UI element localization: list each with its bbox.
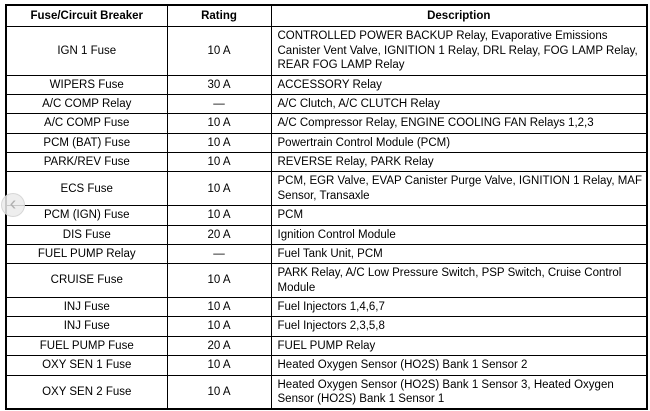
description-cell: PCM, EGR Valve, EVAP Canister Purge Valve, IGNITION 1 Relay, MAF Sensor, Transaxle: [271, 172, 647, 206]
rating-cell: 20 A: [167, 336, 271, 355]
description-cell: A/C Clutch, A/C CLUTCH Relay: [271, 94, 647, 113]
rating-cell: 10 A: [167, 356, 271, 375]
table-row: [6, 114, 647, 133]
table-row: [6, 133, 647, 152]
rating-cell: 10 A: [167, 317, 271, 336]
header-rating: Rating: [167, 5, 271, 27]
description-cell: Fuel Injectors 2,3,5,8: [271, 317, 647, 336]
fuse-cell: ECS Fuse: [6, 172, 167, 206]
table-row: [6, 94, 647, 113]
rating-cell: —: [167, 94, 271, 113]
table-row: [6, 298, 647, 317]
previous-page-button[interactable]: [1, 193, 25, 217]
fuse-cell: A/C COMP Fuse: [6, 114, 167, 133]
rating-cell: 30 A: [167, 75, 271, 94]
rating-cell: 10 A: [167, 298, 271, 317]
description-cell: PCM: [271, 206, 647, 225]
header-row: [6, 5, 647, 27]
description-cell: Fuel Injectors 1,4,6,7: [271, 298, 647, 317]
fuse-cell: DIS Fuse: [6, 225, 167, 244]
table-row: [6, 264, 647, 298]
fuse-cell: WIPERS Fuse: [6, 75, 167, 94]
fuse-table: [5, 4, 648, 410]
rating-cell: —: [167, 244, 271, 263]
fuse-cell: CRUISE Fuse: [6, 264, 167, 298]
description-cell: A/C Compressor Relay, ENGINE COOLING FAN Relays 1,2,3: [271, 114, 647, 133]
description-cell: ACCESSORY Relay: [271, 75, 647, 94]
table-row: [6, 336, 647, 355]
header-fuse-circuit-breaker: Fuse/Circuit Breaker: [6, 5, 167, 27]
description-cell: CONTROLLED POWER BACKUP Relay, Evaporative Emissions Canister Vent Valve, IGNITION 1 Relay, DRL Relay, FOG LAMP Relay, REAR FOG LAMP Relay: [271, 27, 647, 75]
description-cell: Powertrain Control Module (PCM): [271, 133, 647, 152]
fuse-cell: INJ Fuse: [6, 317, 167, 336]
table-row: [6, 75, 647, 94]
rating-cell: 10 A: [167, 27, 271, 75]
rating-cell: 10 A: [167, 172, 271, 206]
table-row: [6, 317, 647, 336]
fuse-cell: FUEL PUMP Fuse: [6, 336, 167, 355]
rating-cell: 10 A: [167, 264, 271, 298]
description-cell: Fuel Tank Unit, PCM: [271, 244, 647, 263]
table-row: [6, 375, 647, 409]
fuse-cell: PCM (BAT) Fuse: [6, 133, 167, 152]
fuse-cell: PCM (IGN) Fuse: [6, 206, 167, 225]
description-cell: Ignition Control Module: [271, 225, 647, 244]
fuse-cell: IGN 1 Fuse: [6, 27, 167, 75]
description-cell: PARK Relay, A/C Low Pressure Switch, PSP Switch, Cruise Control Module: [271, 264, 647, 298]
fuse-cell: INJ Fuse: [6, 298, 167, 317]
fuse-cell: OXY SEN 1 Fuse: [6, 356, 167, 375]
table-row: [6, 27, 647, 75]
header-description: Description: [271, 5, 647, 27]
table-row: [6, 153, 647, 172]
fuse-cell: FUEL PUMP Relay: [6, 244, 167, 263]
table-row: [6, 356, 647, 375]
rating-cell: 10 A: [167, 206, 271, 225]
description-cell: Heated Oxygen Sensor (HO2S) Bank 1 Sensor 3, Heated Oxygen Sensor (HO2S) Bank 1 Sensor 1: [271, 375, 647, 409]
fuse-table-header: [6, 5, 647, 27]
fuse-cell: OXY SEN 2 Fuse: [6, 375, 167, 409]
fuse-table-body: [6, 27, 647, 409]
table-row: [6, 172, 647, 206]
description-cell: REVERSE Relay, PARK Relay: [271, 153, 647, 172]
chevron-left-icon: ‹: [9, 193, 17, 215]
rating-cell: 20 A: [167, 225, 271, 244]
rating-cell: 10 A: [167, 375, 271, 409]
rating-cell: 10 A: [167, 133, 271, 152]
table-row: [6, 225, 647, 244]
description-cell: FUEL PUMP Relay: [271, 336, 647, 355]
table-row: [6, 206, 647, 225]
table-row: [6, 244, 647, 263]
rating-cell: 10 A: [167, 114, 271, 133]
fuse-cell: A/C COMP Relay: [6, 94, 167, 113]
rating-cell: 10 A: [167, 153, 271, 172]
fuse-cell: PARK/REV Fuse: [6, 153, 167, 172]
description-cell: Heated Oxygen Sensor (HO2S) Bank 1 Sensor 2: [271, 356, 647, 375]
